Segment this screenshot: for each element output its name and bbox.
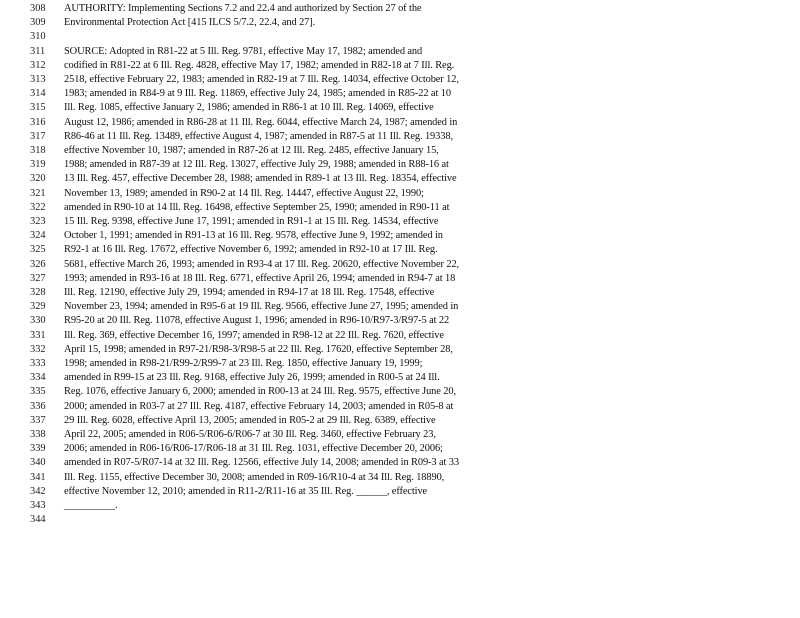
- line-text: Ill. Reg. 12190, effective July 29, 1994; amended in R94-17 at 18 Ill. Reg. 17548, effective: [64, 287, 435, 298]
- line-text: 15 Ill. Reg. 9398, effective June 17, 1991; amended in R91-1 at 15 Ill. Reg. 14534, effective: [64, 216, 439, 227]
- line-number: 320: [30, 173, 46, 185]
- line-text: Ill. Reg. 369, effective December 16, 1997; amended in R98-12 at 22 Ill. Reg. 7620, effective: [64, 329, 444, 341]
- line-text: August 12, 1986; amended in R86-28 at 11 Ill. Reg. 6044, effective March 24, 1987; amended in: [64, 116, 458, 128]
- line-number: 332: [30, 343, 46, 355]
- line-number: 330: [30, 315, 46, 327]
- line-number: 342: [30, 485, 46, 497]
- line-number: 314: [30, 88, 46, 100]
- line-text: Ill. Reg. 1085, effective January 2, 1986; amended in R86-1 at 10 Ill. Reg. 14069, effective: [64, 102, 434, 114]
- line-number: 308: [30, 3, 46, 14]
- line-number: 340: [30, 457, 46, 469]
- line-number: 322: [30, 201, 46, 213]
- line-text: R95-20 at 20 Ill. Reg. 11078, effective August 1, 1996; amended in R96-10/R97-3/R97-5 at 22: [64, 315, 450, 327]
- line-text: effective November 10, 1987; amended in R87-26 at 12 Ill. Reg. 2485, effective January 15,: [64, 145, 439, 156]
- line-text: effective November 12, 2010; amended in R11-2/R11-16 at 35 Ill. Reg. ______, effective: [64, 485, 428, 497]
- line-number: 338: [30, 429, 46, 440]
- line-text: 2518, effective February 22, 1983; amended in R82-19 at 7 Ill. Reg. 14034, effective October 12,: [64, 74, 459, 85]
- line-text: amended in R99-15 at 23 Ill. Reg. 9168, effective July 26, 1999; amended in R00-5 at 24 Ill.: [64, 372, 440, 384]
- line-number: 339: [30, 443, 46, 455]
- line-text: 1993; amended in R93-16 at 18 Ill. Reg. 6771, effective April 26, 1994; amended in R94-7 at 18: [64, 272, 456, 284]
- line-number: 321: [30, 187, 46, 199]
- line-text: Reg. 1076, effective January 6, 2000; amended in R00-13 at 24 Ill. Reg. 9575, effective June 20,: [64, 386, 456, 398]
- line-number: 311: [30, 45, 46, 57]
- line-text: Environmental Protection Act [415 ILCS 5/7.2, 22.4, and 27].: [64, 17, 316, 29]
- line-number: 315: [30, 102, 46, 114]
- line-number: 329: [30, 301, 46, 313]
- line-number: 323: [30, 216, 46, 227]
- line-number: 331: [30, 329, 46, 341]
- line-text: 29 Ill. Reg. 6028, effective April 13, 2005; amended in R05-2 at 29 Ill. Reg. 6389, effective: [64, 414, 436, 426]
- line-text: SOURCE: Adopted in R81-22 at 5 Ill. Reg. 9781, effective May 17, 1982; amended and: [64, 45, 423, 57]
- line-text: 1998; amended in R98-21/R99-2/R99-7 at 23 Ill. Reg. 1850, effective January 19, 1999;: [64, 358, 423, 369]
- line-text: November 13, 1989; amended in R90-2 at 14 Ill. Reg. 14447, effective August 22, 1990;: [64, 187, 424, 199]
- line-number: 326: [30, 258, 46, 270]
- line-number: 309: [30, 17, 46, 29]
- line-number: 336: [30, 400, 46, 412]
- line-text: codified in R81-22 at 6 Ill. Reg. 4828, effective May 17, 1982; amended in R82-18 at 7 Ill. Reg.: [64, 59, 455, 71]
- line-text: November 23, 1994; amended in R95-6 at 19 Ill. Reg. 9566, effective June 27, 1995; amended in: [64, 301, 459, 313]
- line-text: amended in R90-10 at 14 Ill. Reg. 16498, effective September 25, 1990; amended in R90-11 at: [64, 201, 450, 213]
- line-number: 310: [30, 31, 46, 43]
- line-text: 2006; amended in R06-16/R06-17/R06-18 at 31 Ill. Reg. 1031, effective December 20, 2006;: [64, 443, 443, 455]
- line-number: 343: [30, 500, 46, 511]
- line-number: 325: [30, 244, 46, 256]
- line-number: 313: [30, 74, 46, 85]
- line-number: 327: [30, 272, 46, 284]
- line-number: 344: [30, 514, 46, 526]
- line-text: October 1, 1991; amended in R91-13 at 16 Ill. Reg. 9578, effective June 9, 1992; amended in: [64, 230, 443, 242]
- line-text: April 15, 1998; amended in R97-21/R98-3/R98-5 at 22 Ill. Reg. 17620, effective September 28,: [64, 343, 453, 355]
- line-text: 1988; amended in R87-39 at 12 Ill. Reg. 13027, effective July 29, 1988; amended in R88-16 at: [64, 159, 449, 171]
- line-text: April 22, 2005; amended in R06-5/R06-6/R06-7 at 30 Ill. Reg. 3460, effective February 23,: [64, 429, 436, 440]
- line-text: R92-1 at 16 Ill. Reg. 17672, effective November 6, 1992; amended in R92-10 at 17 Ill. Reg.: [64, 244, 438, 256]
- line-number: 318: [30, 145, 46, 156]
- line-text: 13 Ill. Reg. 457, effective December 28, 1988; amended in R89-1 at 13 Ill. Reg. 18354, effective: [64, 173, 457, 185]
- line-number: 312: [30, 59, 46, 71]
- line-text: Ill. Reg. 1155, effective December 30, 2008; amended in R09-16/R10-4 at 34 Ill. Reg. 18890,: [64, 471, 445, 483]
- line-number: 316: [30, 116, 46, 128]
- line-number: 333: [30, 358, 46, 369]
- line-text: R86-46 at 11 Ill. Reg. 13489, effective August 4, 1987; amended in R87-5 at 11 Ill. Reg. 19338,: [64, 130, 453, 142]
- line-number: 334: [30, 372, 46, 384]
- line-number: 337: [30, 414, 46, 426]
- line-text: 2000; amended in R03-7 at 27 Ill. Reg. 4187, effective February 14, 2003; amended in R05-8 at: [64, 400, 454, 412]
- line-number: 341: [30, 471, 46, 483]
- line-number: 335: [30, 386, 46, 398]
- line-text: 5681, effective March 26, 1993; amended in R93-4 at 17 Ill. Reg. 20620, effective November 22,: [64, 258, 460, 270]
- line-text: amended in R07-5/R07-14 at 32 Ill. Reg. 12566, effective July 14, 2008; amended in R09-3 at 33: [64, 457, 459, 469]
- line-number: 324: [30, 230, 46, 242]
- line-text: __________.: [64, 500, 118, 511]
- line-number: 317: [30, 130, 46, 142]
- line-number: 328: [30, 287, 46, 298]
- line-text: 1983; amended in R84-9 at 9 Ill. Reg. 11869, effective July 24, 1985; amended in R85-22 at 10: [64, 88, 451, 100]
- line-text: AUTHORITY: Implementing Sections 7.2 and 22.4 and authorized by Section 27 of the: [64, 3, 422, 14]
- line-number: 319: [30, 159, 46, 171]
